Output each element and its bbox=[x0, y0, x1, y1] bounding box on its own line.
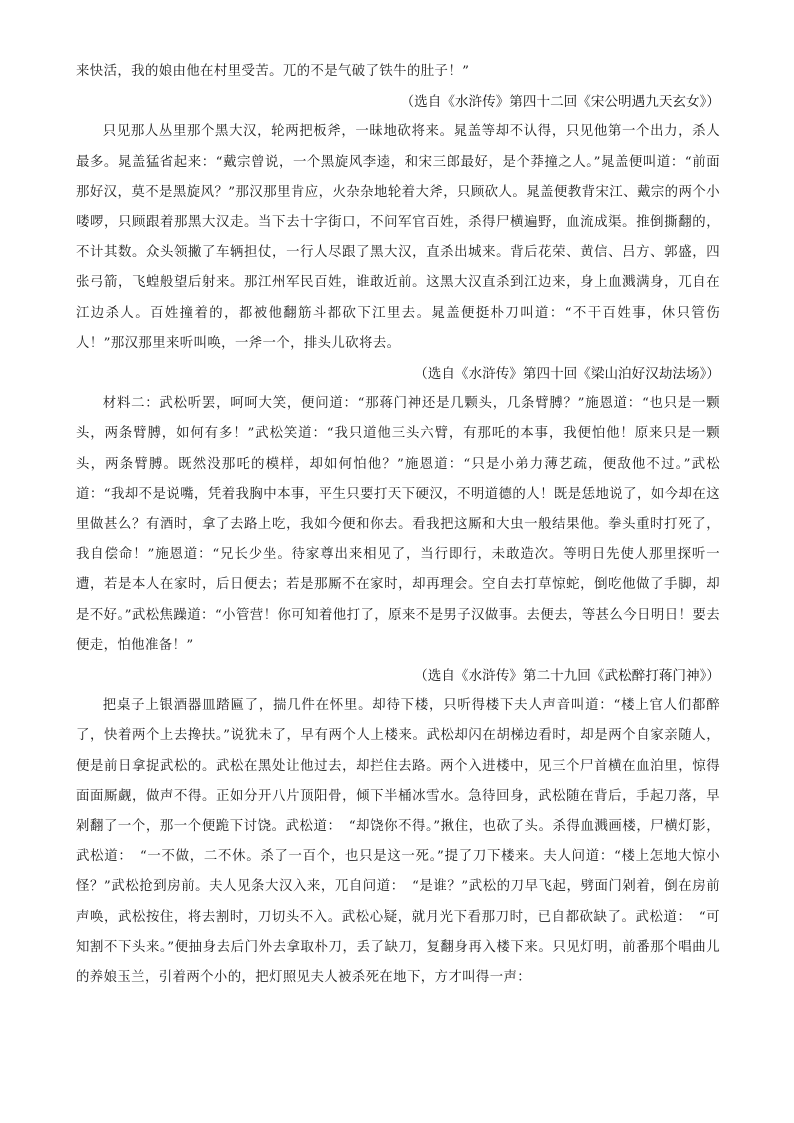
source-citation: （选自《水浒传》第四十二回《宋公明遇九天玄女》） bbox=[400, 94, 720, 111]
paragraph-li-kui: 只见那人丛里那个黑大汉，轮两把板斧，一昧地砍将来。晁盖等却不认得，只见他第一个出力，杀人最多。晁盖猛省起来：“戴宗曾说，一个黑旋风李逵，和宋三郎最好，是个莽撞之人。”晁盖便叫道：“前面那好汉，莫不是黑旋风？”那汉那里肯应，火杂杂地轮着大斧，只顾砍人。晁盖便教背宋江、戴宗的两个小喽啰，只顾跟着那黑大汉走。当下去十字街口，不问军官百姓，杀得尸横遍野，血流成渠。推倒撕翻的，不计其数。众头领撇了车辆担仗，一行人尽跟了黑大汉，直杀出城来。背后花荣、黄信、吕方、郭盛，四张弓箭，飞蝗般望后射来。那江州军民百姓，谁敢近前。这黑大汉直杀到江边来，身上血溅满身，兀自在江边杀人。百姓撞着的，都被他翻筋斗都砍下江里去。晁盖便挺朴刀叫道：“不干百姓事，休只管伤人！”那汉那里来听叫唤，一斧一个，排头儿砍将去。 bbox=[76, 124, 720, 351]
paragraph-continuation: 来快活，我的娘由他在村里受苦。兀的不是气破了铁牛的肚子！” bbox=[76, 64, 470, 79]
source-citation: （选自《水浒传》第四十回《梁山泊好汉劫法场》） bbox=[414, 366, 720, 383]
source-citation: （选自《水浒传》第二十九回《武松醉打蒋门神》） bbox=[414, 668, 720, 685]
paragraph-material-two: 材料二：武松听罢，呵呵大笑，便问道：“那蒋门神还是几颗头，几条臂膊？”施恩道：“也只是一颗头，两条臂膊，如何有多！”武松笑道：“我只道他三头六臂，有那吒的本事，我便怕他！原来只是一颗头，两条臂膊。既然没那吒的模样，却如何怕他？”施恩道：“只是小弟力薄艺疏，便敌他不过。”武松道：“我却不是说嘴，凭着我胸中本事，平生只要打天下硬汉，不明道德的人！既是恁地说了，如今却在这里做甚么？有酒时，拿了去路上吃，我如今便和你去。看我把这厮和大虫一般结果他。拳头重时打死了，我自偿命！”施恩道：“兄长少坐。待家尊出来相见了，当行即行，未敢造次。等明日先使人那里探听一遭，若是本人在家时，后日便去；若是那厮不在家时，却再理会。空自去打草惊蛇，倒吃他做了手脚，却是不好。”武松焦躁道：“小管营！你可知着他打了，原来不是男子汉做事。去便去，等甚么今日明日！要去便走，怕他准备！” bbox=[76, 396, 720, 653]
text-block-1 bbox=[76, 57, 720, 993]
paragraph-wu-song-tower: 把桌子上银酒器皿踏匾了，揣几件在怀里。却待下楼，只听得楼下夫人声音叫道：“楼上官人们都醉了，快着两个上去搀扶。”说犹未了，早有两个人上楼来。武松却闪在胡梯边看时，却是两个自家亲随人，便是前日拿捉武松的。武松在黑处让他过去，却拦住去路。两个入进楼中，见三个尸首横在血泊里，惊得面面厮觑，做声不得。正如分开八片顶阳骨，倾下半桶冰雪水。急待回身，武松随在背后，手起刀落，早剁翻了一个，那一个便跪下讨饶。武松道： “却饶你不得。”揪住，也砍了头。杀得血溅画楼，尸横灯影，武松道： “一不做，二不休。杀了一百个，也只是这一死。”提了刀下楼来。夫人问道：“楼上怎地大惊小怪？”武松抢到房前。夫人见条大汉入来，兀自问道： “是谁？”武松的刀早飞起，劈面门剁着，倒在房前声唤，武松按住，将去割时，刀切头不入。武松心疑，就月光下看那刀时，已自都砍缺了。武松道： “可知割不下头来。”便抽身去后门外去拿取朴刀，丢了缺刀，复翻身再入楼下来。只见灯明，前番那个唱曲儿的养娘玉兰，引着两个小的，把灯照见夫人被杀死在地下，方才叫得一声： bbox=[76, 698, 720, 986]
